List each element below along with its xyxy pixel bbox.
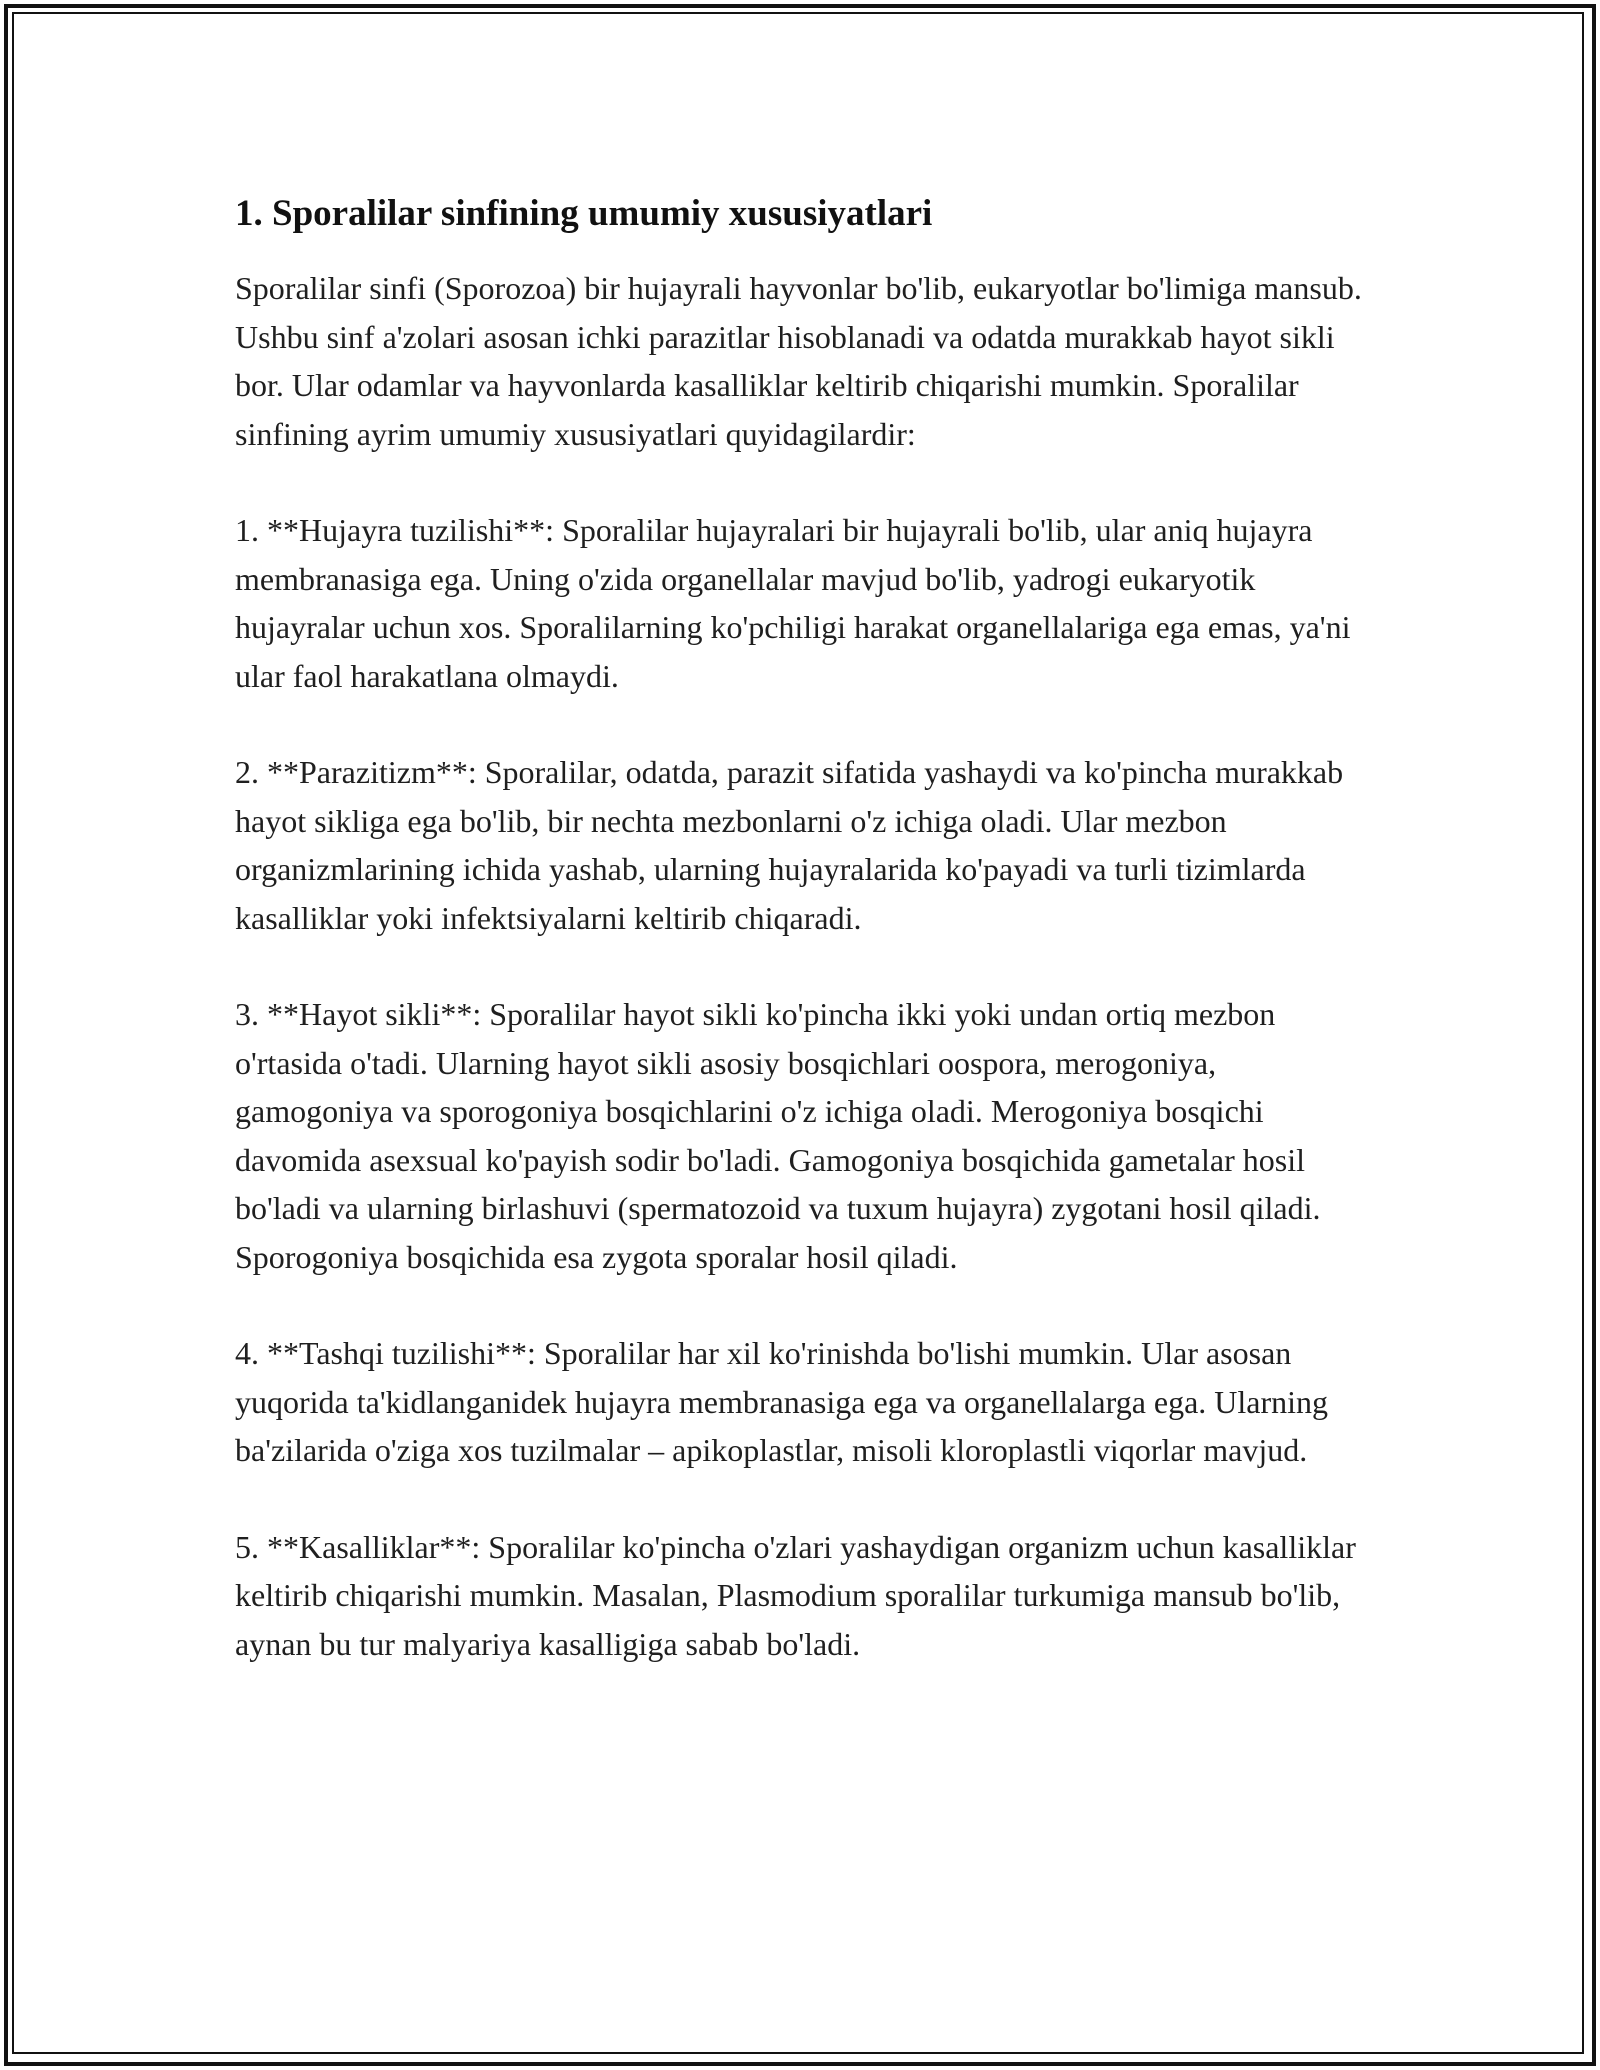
document-body	[235, 186, 1375, 1716]
paragraph-parasitism: 2. **Parazitizm**: Sporalilar, odatda, parazit sifatida yashaydi va ko'pincha murakkab hayot sikliga ega bo'lib, bir nechta mezbonlarni o'z ichiga oladi. Ular mezbon organizmlarining ichida yashab, ularning hujayralarida ko'payadi va turli tizimlarda kasalliklar yoki infektsiyalarni keltirib chiqaradi.	[235, 754, 1344, 936]
paragraph-external-structure: 4. **Tashqi tuzilishi**: Sporalilar har xil ko'rinishda bo'lishi mumkin. Ular asosan yuqorida ta'kidlanganidek hujayra membranasiga ega va organellalarga ega. Ularning ba'zilarida o'ziga xos tuzilmalar – apikoplastlar, misoli kloroplastli viqorlar mavjud.	[235, 1335, 1329, 1468]
paragraph-cell-structure: 1. **Hujayra tuzilishi**: Sporalilar hujayralari bir hujayrali bo'lib, ular aniq hujayra membranasiga ega. Uning o'zida organellalar mavjud bo'lib, yadrogi eukaryotik hujayralar uchun xos. Sporalilarning ko'pchiligi harakat organellalariga ega emas, ya'ni ular faol harakatlana olmaydi.	[235, 512, 1351, 694]
paragraph-life-cycle: 3. **Hayot sikli**: Sporalilar hayot sikli ko'pincha ikki yoki undan ortiq mezbon o'rtasida o'tadi. Ularning hayot sikli asosiy bosqichlari oospora, merogoniya, gamogoniya va sporogoniya bosqichlarini o'z ichiga oladi. Merogoniya bosqichi davomida asexsual ko'payish sodir bo'ladi. Gamogoniya bosqichida gametalar hosil bo'ladi va ularning birlashuvi (spermatozoid va tuxum hujayra) zygotani hosil qiladi. Sporogoniya bosqichida esa zygota sporalar hosil qiladi.	[235, 996, 1321, 1275]
paragraph-intro: Sporalilar sinfi (Sporozoa) bir hujayrali hayvonlar bo'lib, eukaryotlar bo'limiga mansub. Ushbu sinf a'zolari asosan ichki parazitlar hisoblanadi va odatda murakkab hayot sikli bor. Ular odamlar va hayvonlarda kasalliklar keltirib chiqarishi mumkin. Sporalilar sinfining ayrim umumiy xususiyatlari quyidagilardir:	[235, 270, 1362, 452]
document-title: 1. Sporalilar sinfining umumiy xususiyatlari	[235, 193, 933, 234]
paragraph-diseases: 5. **Kasalliklar**: Sporalilar ko'pincha o'zlari yashaydigan organizm uchun kasalliklar keltirib chiqarishi mumkin. Masalan, Plasmodium sporalilar turkumiga mansub bo'lib, aynan bu tur malyariya kasalligiga sabab bo'ladi.	[235, 1528, 1356, 1662]
